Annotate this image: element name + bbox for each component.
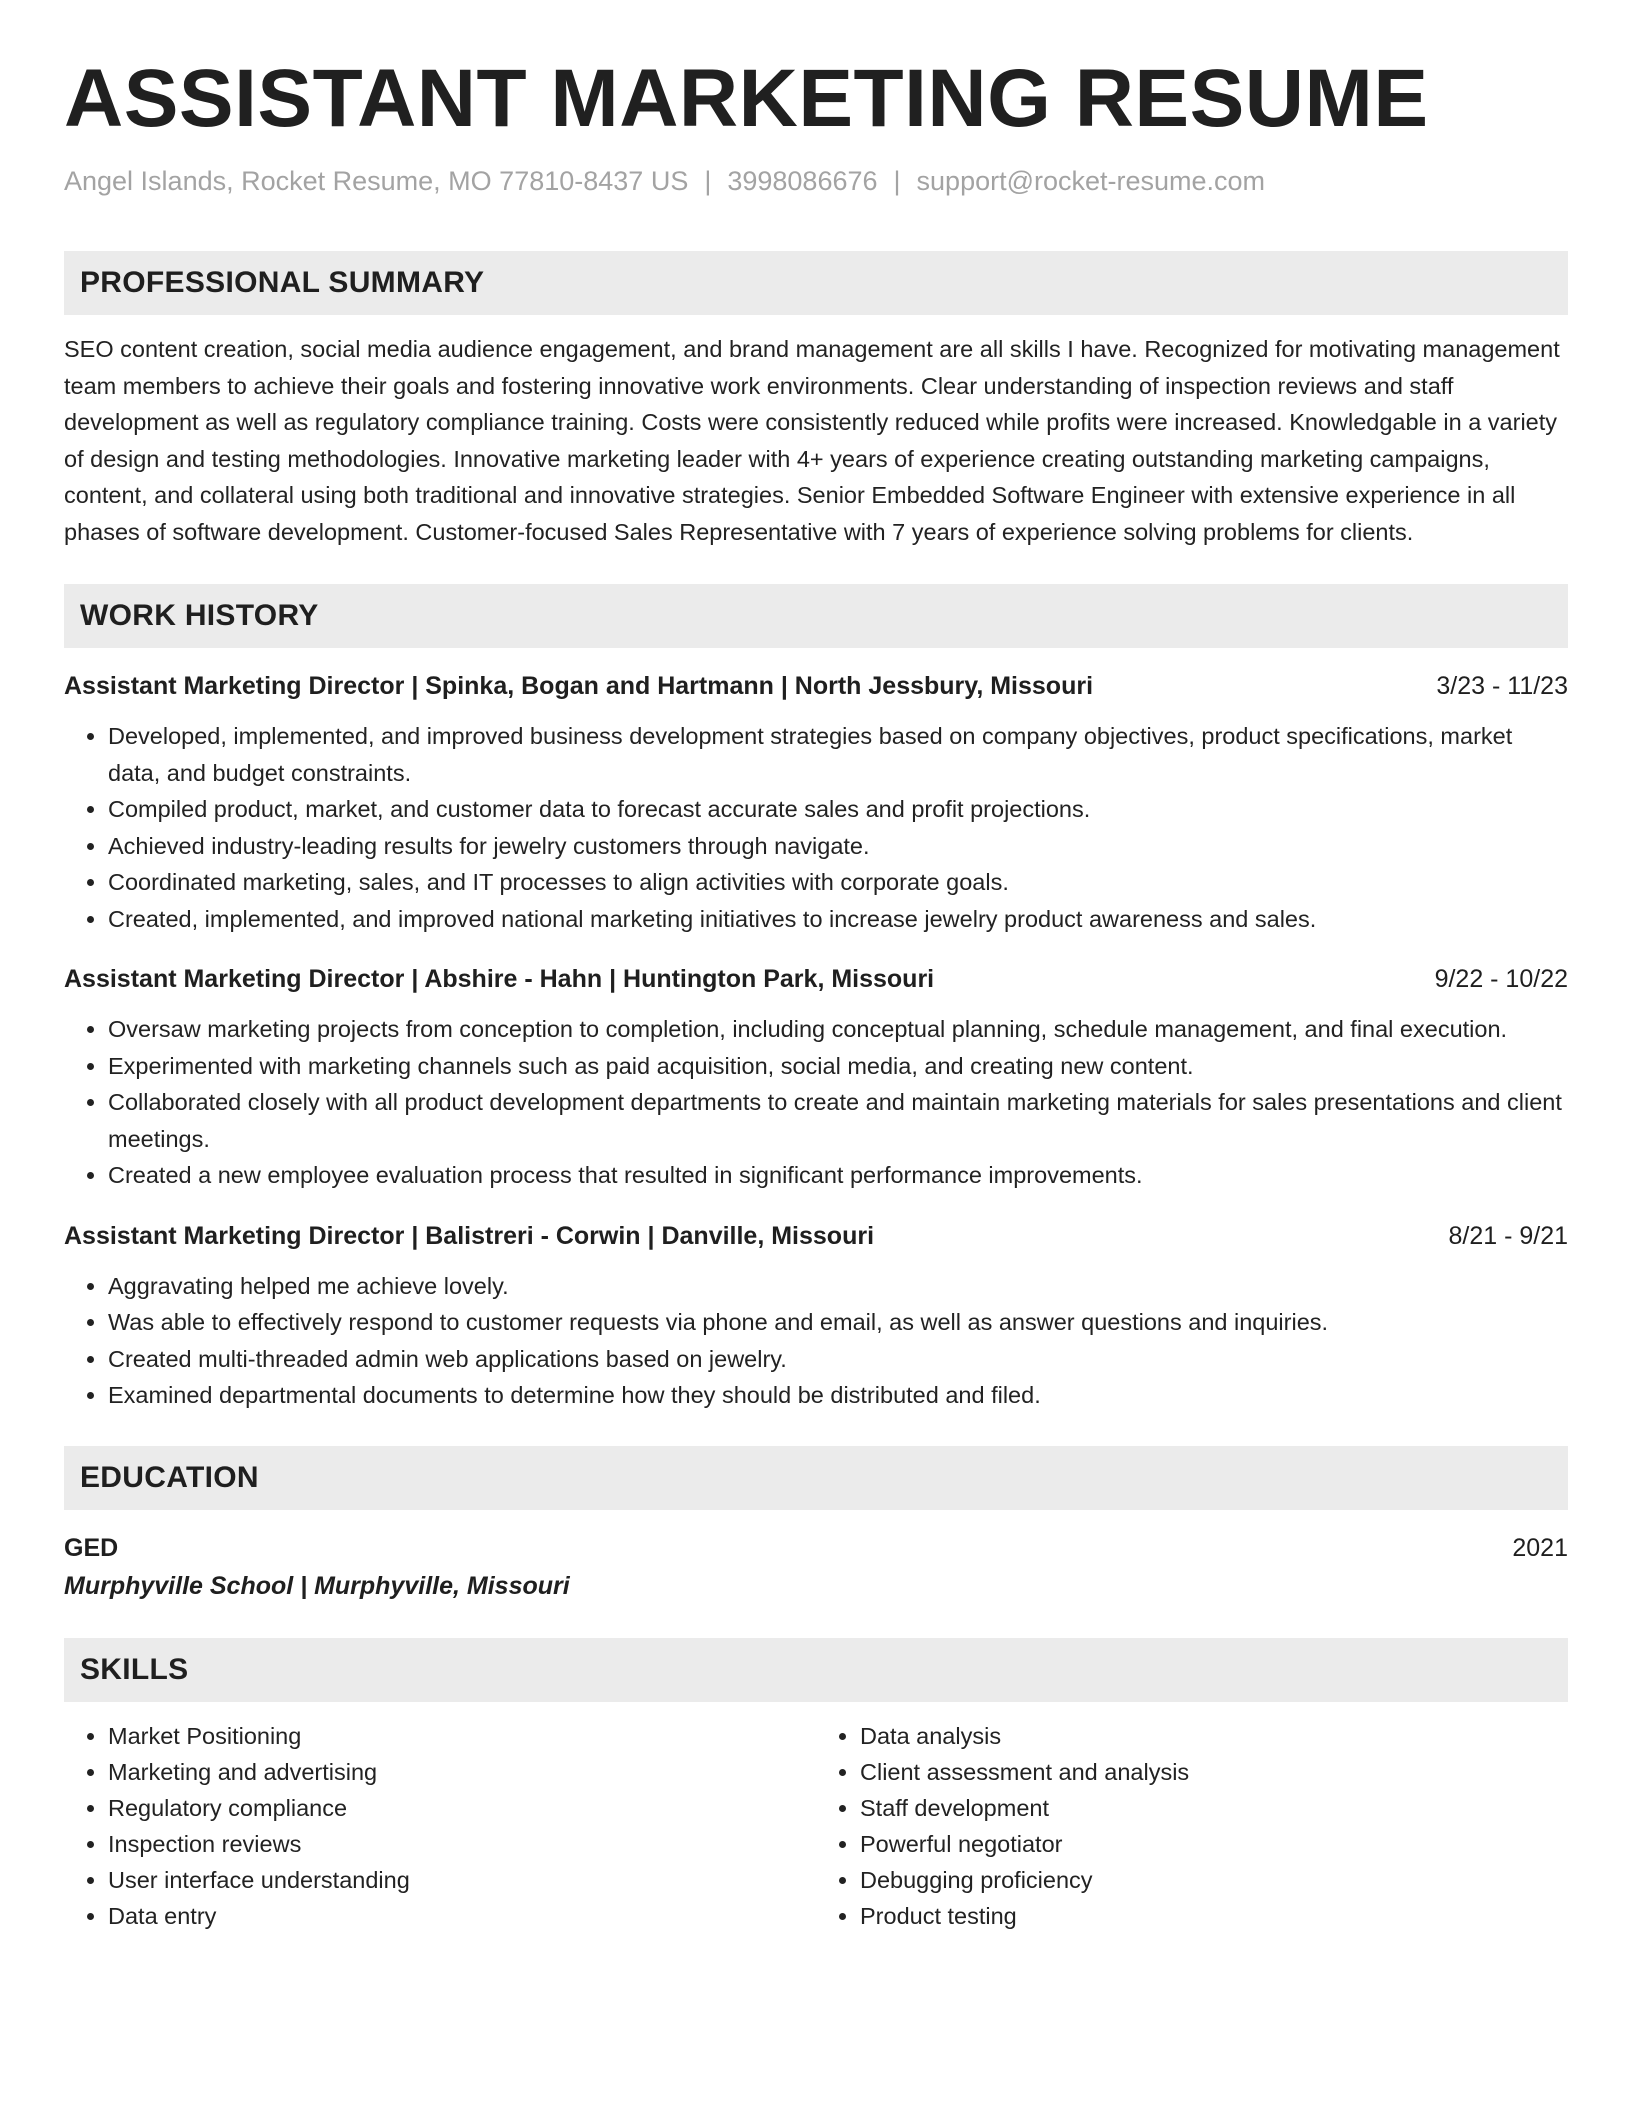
job-bullet-list [64,718,1568,937]
education-entry [64,1530,1568,1606]
job-bullet: • Collaborated closely with all product development departments to create and maintain marketing materials for sales presentations and client meetings. [108,1084,1568,1157]
job-bullet: • Aggravating helped me achieve lovely. [108,1268,1568,1305]
skills-list [64,1718,816,1934]
skills-column-left [64,1718,816,1934]
job-bullet: • Oversaw marketing projects from conception to completion, including conceptual planning, schedule management, and final execution. [108,1011,1568,1048]
job-entry [64,961,1568,1194]
skill-item: • Powerful negotiator [860,1826,1568,1862]
job-bullet: • Experimented with marketing channels such as paid acquisition, social media, and creating new content. [108,1048,1568,1085]
job-entry [64,1218,1568,1414]
contact-line [64,166,1568,197]
contact-phone: 3998086676 [727,166,878,196]
job-bullet: • Created a new employee evaluation process that resulted in significant performance improvements. [108,1157,1568,1194]
job-heading: Assistant Marketing Director | Balistreri - Corwin | Danville, Missouri [64,1221,875,1250]
skill-item: • Data entry [108,1898,816,1934]
job-bullet: • Created multi-threaded admin web applications based on jewelry. [108,1341,1568,1378]
job-dates: 3/23 - 11/23 [1436,672,1568,700]
job-bullet: • Examined departmental documents to determine how they should be distributed and filed. [108,1377,1568,1414]
skill-item: • Product testing [860,1898,1568,1934]
skills-list [816,1718,1568,1934]
contact-separator: | [893,166,901,196]
job-bullet: • Compiled product, market, and customer data to forecast accurate sales and profit projections. [108,791,1568,828]
education-heading-row [64,1530,1568,1566]
professional-summary-text: SEO content creation, social media audience engagement, and brand management are all skills I have. Recognized for motivating management team members to achieve their goals and fostering innovative work environments. Clear understanding of inspection reviews and staff development as well as regulatory compliance training. Costs were consistently reduced while profits were increased. Knowledgable in a variety of design and testing methodologies. Innovative marketing leader with 4+ years of experience creating outstanding marketing campaigns, content, and collateral using both traditional and innovative strategies. Senior Embedded Software Engineer with extensive experience in all phases of software development. Customer-focused Sales Representative with 7 years of experience solving problems for clients. [64,336,1560,545]
job-bullet-list [64,1268,1568,1414]
education-year: 2021 [1512,1533,1568,1562]
job-bullet: • Achieved industry-leading results for jewelry customers through navigate. [108,828,1568,865]
contact-separator: | [704,166,712,196]
skill-item: • Staff development [860,1790,1568,1826]
skill-item: • Client assessment and analysis [860,1754,1568,1790]
job-bullet: • Developed, implemented, and improved business development strategies based on company objectives, product specifications, market data, and budget constraints. [108,718,1568,791]
job-dates: 9/22 - 10/22 [1434,965,1568,993]
section-header-education: EDUCATION [64,1446,1568,1510]
skill-item: • User interface understanding [108,1862,816,1898]
section-header-skills: SKILLS [64,1638,1568,1702]
job-bullet: • Created, implemented, and improved national marketing initiatives to increase jewelry product awareness and sales. [108,901,1568,938]
skill-item: • Data analysis [860,1718,1568,1754]
education-school: Murphyville School | Murphyville, Missouri [64,1571,570,1600]
job-bullet-list [64,1011,1568,1194]
skills-column-right [816,1718,1568,1934]
skill-item: • Regulatory compliance [108,1790,816,1826]
job-dates: 8/21 - 9/21 [1448,1221,1568,1250]
job-heading: Assistant Marketing Director | Abshire - Hahn | Huntington Park, Missouri [64,965,935,993]
job-heading-row [64,668,1568,704]
education-degree: GED [64,1533,119,1562]
skill-item: • Marketing and advertising [108,1754,816,1790]
skill-item: • Debugging proficiency [860,1862,1568,1898]
section-header-professional-summary: PROFESSIONAL SUMMARY [64,251,1568,315]
job-heading-row [64,1218,1568,1254]
skill-item: • Market Positioning [108,1718,816,1754]
job-bullet: • Coordinated marketing, sales, and IT processes to align activities with corporate goals. [108,864,1568,901]
contact-address: Angel Islands, Rocket Resume, MO 77810-8437 US [64,166,689,196]
job-bullet: • Was able to effectively respond to customer requests via phone and email, as well as answer questions and inquiries. [108,1304,1568,1341]
job-heading-row [64,961,1568,997]
section-header-work-history: WORK HISTORY [64,584,1568,648]
contact-email: support@rocket-resume.com [916,166,1266,196]
resume-title: ASSISTANT MARKETING RESUME [64,53,1429,144]
skills-grid [64,1718,1568,1934]
job-entry [64,668,1568,937]
skill-item: • Inspection reviews [108,1826,816,1862]
job-heading: Assistant Marketing Director | Spinka, Bogan and Hartmann | North Jessbury, Missouri [64,672,1094,700]
